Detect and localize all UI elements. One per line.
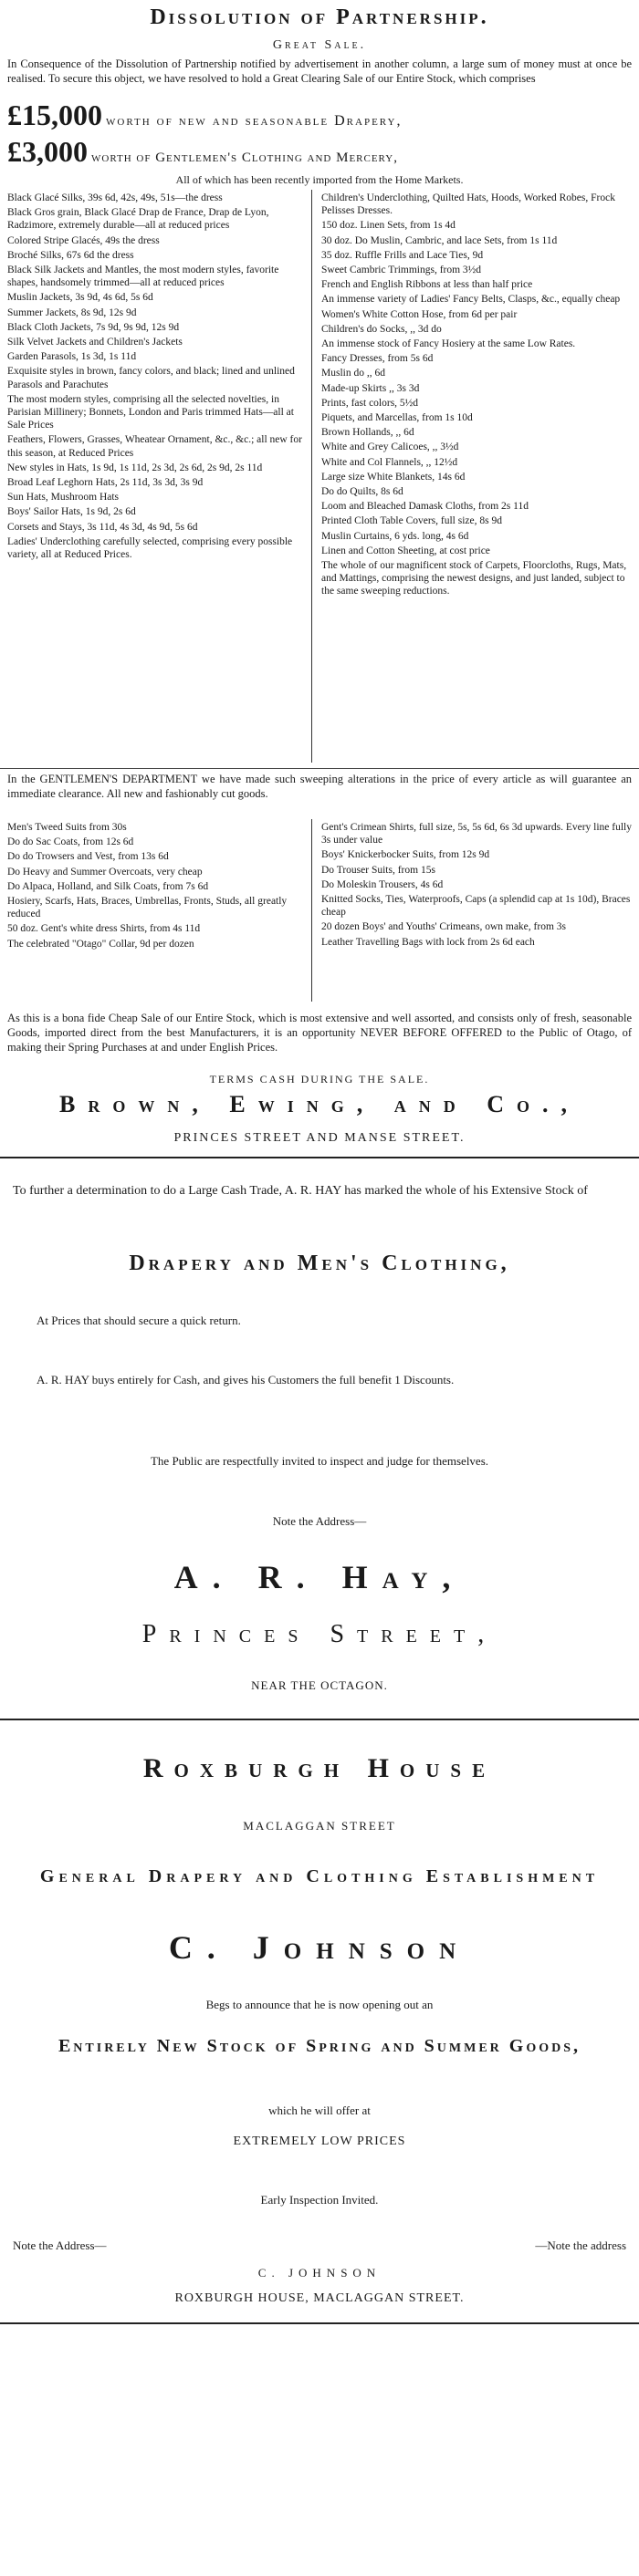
amount-3000: £3,000 xyxy=(7,135,88,168)
divider xyxy=(0,768,639,769)
ad1-left-column xyxy=(7,192,307,763)
amount-15000: £15,000 xyxy=(7,99,102,131)
list-item: Silk Velvet Jackets and Children's Jackets xyxy=(7,337,183,348)
list-item: Do do Quilts, 8s 6d xyxy=(321,486,403,498)
list-item: Men's Tweed Suits from 30s xyxy=(7,822,127,833)
list-item: Sweet Cambric Trimmings, from 3½d xyxy=(321,265,482,276)
list-item: 50 doz. Gent's white dress Shirts, from 4s 11d xyxy=(7,923,201,935)
list-item: The celebrated "Otago" Collar, 9d per dozen xyxy=(7,938,194,950)
gents-left-column xyxy=(7,821,307,1003)
list-item: Do do Sac Coats, from 12s 6d xyxy=(7,836,134,848)
ad1-line2 xyxy=(7,135,632,169)
list-item: The most modern styles, comprising all the selected novelties, in Parisian Millinery; Bonnets, London and Paris trimmed Hats—all at Sale Prices xyxy=(7,393,294,431)
list-item: An immense variety of Ladies' Fancy Belts, Clasps, &c., equally cheap xyxy=(321,294,621,306)
list-item: Garden Parasols, 1s 3d, 1s 11d xyxy=(7,351,137,363)
ad-separator-3 xyxy=(0,2322,639,2324)
ad3-begs: Begs to announce that he is now opening out an xyxy=(205,1998,434,2011)
ad2-heading: Drapery and Men's Clothing, xyxy=(129,1252,510,1275)
ad3-name: C. Johnson xyxy=(168,1929,471,1966)
list-item: Colored Stripe Glacés, 49s the dress xyxy=(7,234,160,246)
gents-right-column xyxy=(321,821,632,1003)
ad1-right-column xyxy=(321,192,632,763)
ad1-imported: All of which has been recently imported from the Home Markets. xyxy=(175,173,464,186)
list-item: Do Heavy and Summer Overcoats, very cheap xyxy=(7,866,203,878)
list-item: Ladies' Underclothing carefully selected, comprising every possible variety, all at Reduced Prices. xyxy=(7,535,293,561)
ad2-name: A. R. Hay, xyxy=(173,1559,466,1595)
list-item: 35 doz. Ruffle Frills and Lace Ties, 9d xyxy=(321,249,484,261)
list-item: Boys' Knickerbocker Suits, from 12s 9d xyxy=(321,849,490,861)
list-item: Loom and Bleached Damask Cloths, from 2s 11d xyxy=(321,501,529,513)
list-item: Muslin Curtains, 6 yds. long, 4s 6d xyxy=(321,530,469,542)
list-item: 30 doz. Do Muslin, Cambric, and lace Sets, from 1s 11d xyxy=(321,234,558,246)
list-item: Black Gros grain, Black Glacé Drap de France, Drap de Lyon, Radzimore, extremely durable—all at reduced prices xyxy=(7,207,269,232)
ad3-early: Early Inspection Invited. xyxy=(260,2193,379,2207)
line2-text: worth of Gentlemen's Clothing and Mercery, xyxy=(91,151,398,165)
ad3-house: Roxburgh House xyxy=(142,1753,497,1783)
list-item: French and English Ribbons at less than half price xyxy=(321,279,533,291)
list-item: Brown Hollands, ,, 6d xyxy=(321,427,414,439)
list-item: Gent's Crimean Shirts, full size, 5s, 5s 6d, 6s 3d upwards. Every line fully 3s under value xyxy=(321,822,632,847)
ad1-terms: TERMS CASH DURING THE SALE. xyxy=(209,1073,430,1085)
list-item: Corsets and Stays, 3s 11d, 4s 3d, 4s 9d, 5s 6d xyxy=(7,521,198,533)
ad3-footer-address: ROXBURGH HOUSE, MACLAGGAN STREET. xyxy=(174,2291,465,2305)
list-item: Feathers, Flowers, Grasses, Wheatear Ornament, &c., &c.; all new for this season, at Reduced Prices xyxy=(7,434,302,459)
ad1-line1 xyxy=(7,99,632,132)
gents-dept: In the GENTLEMEN'S DEPARTMENT we have made such sweeping alterations in the price of every article as will guarantee an immediate clearance. All new and fashionably cut goods. xyxy=(7,773,632,800)
list-item: Do do Trowsers and Vest, from 13s 6d xyxy=(7,851,169,863)
ad3-footer-name: C. JOHNSON xyxy=(257,2266,382,2280)
list-item: New styles in Hats, 1s 9d, 1s 11d, 2s 3d, 2s 6d, 2s 9d, 2s 11d xyxy=(7,462,263,473)
list-item: Boys' Sailor Hats, 1s 9d, 2s 6d xyxy=(7,506,136,518)
ad3-which: which he will offer at xyxy=(268,2103,371,2117)
ad3-note-left: Note the Address— xyxy=(13,2238,107,2252)
list-item: Women's White Cotton Hose, from 6d per pair xyxy=(321,308,518,320)
list-item: Black Cloth Jackets, 7s 9d, 9s 9d, 12s 9d xyxy=(7,321,180,333)
list-item: Children's do Socks, ,, 3d do xyxy=(321,323,442,335)
list-item: Children's Underclothing, Quilted Hats, Hoods, Worked Robes, Frock Pelisses Dresses. xyxy=(321,192,615,217)
ad3-low: EXTREMELY LOW PRICES xyxy=(233,2135,406,2148)
ad2-near: NEAR THE OCTAGON. xyxy=(251,1678,388,1692)
ad2-invite: The Public are respectfully invited to inspect and judge for themselves. xyxy=(150,1454,489,1468)
line1-text: worth of new and seasonable Drapery, xyxy=(106,113,403,129)
ad2-cash: A. R. HAY buys entirely for Cash, and gives his Customers the full benefit 1 Discounts. xyxy=(37,1373,455,1387)
ad1-title: Dissolution of Partnership. xyxy=(150,5,489,29)
list-item: Black Silk Jackets and Mantles, the most modern styles, favorite shapes, handsomely trimmed—all at reduced prices xyxy=(7,265,279,289)
list-item: Black Glacé Silks, 39s 6d, 42s, 49s, 51s—the dress xyxy=(7,192,223,203)
list-item: Summer Jackets, 8s 9d, 12s 9d xyxy=(7,306,137,318)
ad2-street: Princes Street, xyxy=(141,1620,498,1648)
gents-divider xyxy=(311,819,312,1002)
ad2-prices: At Prices that should secure a quick return. xyxy=(37,1314,241,1327)
list-item: Exquisite styles in brown, fancy colors, and black; lined and unlined Parasols and Parachutes xyxy=(7,366,295,390)
ad3-street: MACLAGGAN STREET xyxy=(243,1819,396,1833)
ad1-intro: In Consequence of the Dissolution of Partnership notified by advertisement in another column, a large sum of money must at once be realised. To secure this object, we have resolved to hold a Great Clearing Sale of our Entire Stock, which comprises xyxy=(7,57,632,85)
list-item: Do Trouser Suits, from 15s xyxy=(321,864,435,876)
list-item: Broché Silks, 67s 6d the dress xyxy=(7,249,134,261)
list-item: Muslin do ,, 6d xyxy=(321,368,385,379)
ad2-note: Note the Address— xyxy=(272,1514,367,1528)
list-item: Do Moleskin Trousers, 4s 6d xyxy=(321,878,444,890)
ad2-intro: To further a determination to do a Large Cash Trade, A. R. HAY has marked the whole of his Extensive Stock of xyxy=(13,1184,588,1198)
list-item: Sun Hats, Mushroom Hats xyxy=(7,492,120,504)
list-item: Fancy Dresses, from 5s 6d xyxy=(321,353,434,365)
list-item: Linen and Cotton Sheeting, at cost price xyxy=(321,545,490,556)
ad1-sale: Great Sale. xyxy=(272,38,367,52)
list-item: Prints, fast colors, 5½d xyxy=(321,397,419,409)
list-item: Made-up Skirts ,, 3s 3d xyxy=(321,382,420,394)
list-item: Large size White Blankets, 14s 6d xyxy=(321,471,466,483)
list-item: 20 dozen Boys' and Youths' Crimeans, own make, from 3s xyxy=(321,921,566,933)
ad1-closing: As this is a bona fide Cheap Sale of our Entire Stock, which is most extensive and well assorted, and consists only of fresh, seasonable Goods, imported direct from the best Manufacturers, it is an opportunity NEVER BEFORE OFFERED to the Public of Otago, of making their Spring Purchases at and under English Prices. xyxy=(7,1012,632,1054)
list-item: Hosiery, Scarfs, Hats, Braces, Umbrellas, Fronts, Studs, all greatly reduced xyxy=(7,896,288,920)
list-item: Printed Cloth Table Covers, full size, 8s 9d xyxy=(321,515,502,527)
ad1-address: PRINCES STREET AND MANSE STREET. xyxy=(173,1131,466,1145)
list-item: White and Grey Calicoes, ,, 3½d xyxy=(321,441,459,453)
ad3-note-right: —Note the address xyxy=(535,2238,626,2252)
list-item: The whole of our magnificent stock of Carpets, Floorcloths, Rugs, Mats, and Mattings, comprising the newest designs, and just landed, subject to the same sweeping reductions. xyxy=(321,560,627,597)
column-divider xyxy=(311,190,312,763)
list-item: White and Col Flannels, ,, 12½d xyxy=(321,456,458,468)
ad-separator-1 xyxy=(0,1157,639,1158)
list-item: Broad Leaf Leghorn Hats, 2s 11d, 3s 3d, 3s 9d xyxy=(7,477,204,489)
list-item: Piquets, and Marcellas, from 1s 10d xyxy=(321,412,473,424)
list-item: 150 doz. Linen Sets, from 1s 4d xyxy=(321,220,456,232)
ad3-heading: General Drapery and Clothing Establishment xyxy=(39,1866,600,1886)
ad3-stock: Entirely New Stock of Spring and Summer Goods, xyxy=(58,2036,581,2056)
list-item: An immense stock of Fancy Hosiery at the same Low Rates. xyxy=(321,338,576,350)
list-item: Knitted Socks, Ties, Waterproofs, Caps (a splendid cap at 1s 10d), Braces cheap xyxy=(321,894,631,919)
list-item: Do Alpaca, Holland, and Silk Coats, from 7s 6d xyxy=(7,880,209,892)
list-item: Muslin Jackets, 3s 9d, 4s 6d, 5s 6d xyxy=(7,292,153,304)
ad1-firm: Brown, Ewing, and Co., xyxy=(59,1091,580,1117)
list-item: Leather Travelling Bags with lock from 2s 6d each xyxy=(321,936,535,948)
ad-separator-2 xyxy=(0,1719,639,1720)
